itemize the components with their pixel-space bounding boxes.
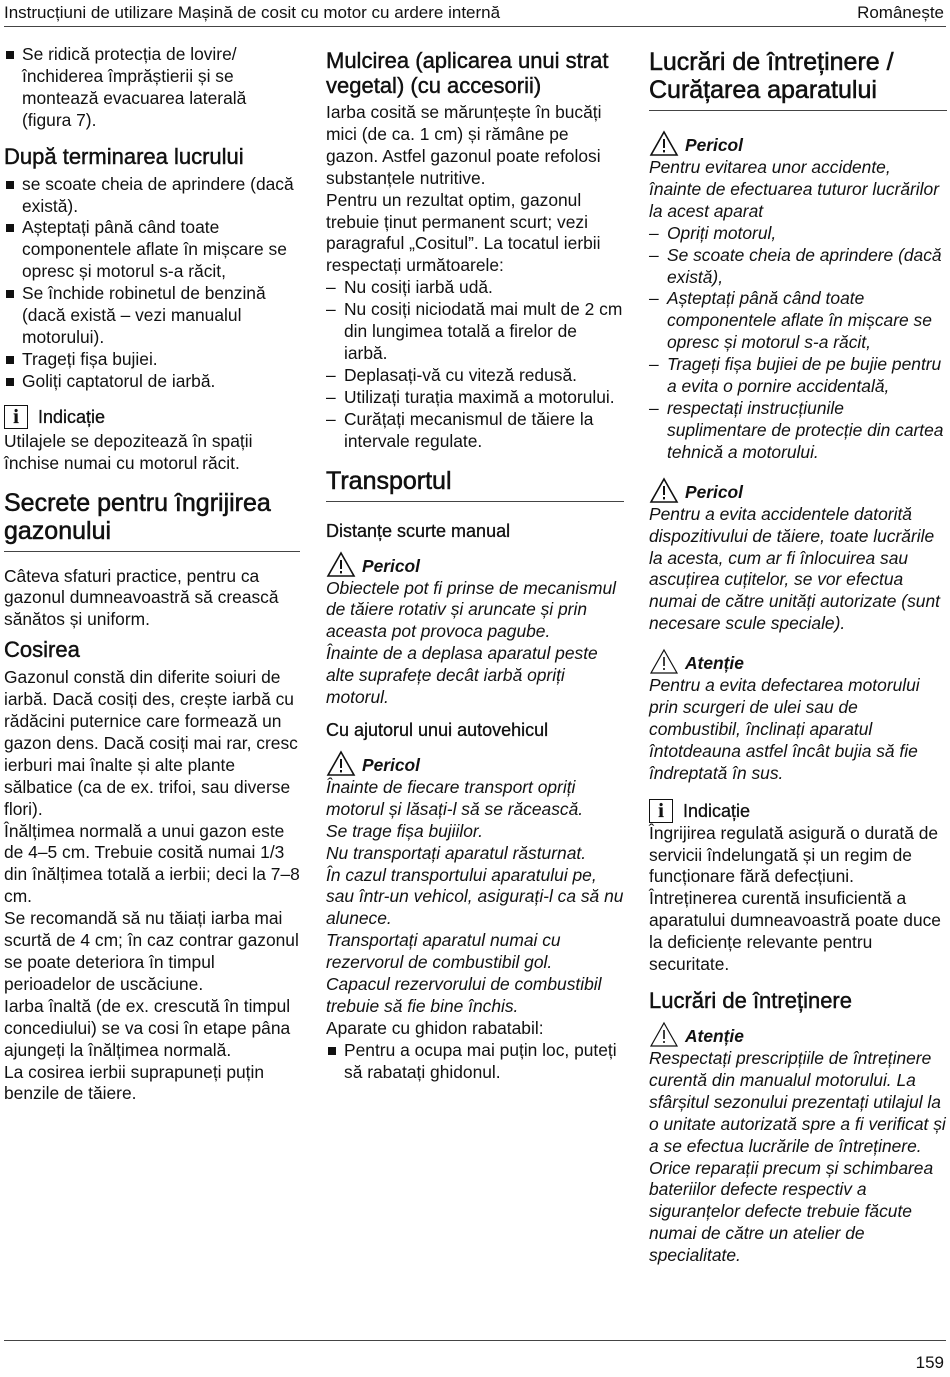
header-language: Românește <box>857 3 944 22</box>
header-title: Instrucțiuni de utilizare Mașină de cosit cu motor cu ardere internă <box>4 3 501 22</box>
danger-heading <box>326 548 624 578</box>
section-title: Secrete pentru îngrijirea gazonului <box>4 489 300 552</box>
paragraph: Înainte de fiecare transport opriți motorul și lăsați-l să se răcească. <box>326 776 584 819</box>
attention-text <box>649 1048 947 1267</box>
warning-icon <box>649 477 679 504</box>
note-heading <box>4 399 300 429</box>
section-title: Lucrări de întreținere / Curățarea aparatului <box>649 48 947 111</box>
attention-text: Pentru a evita defectarea motorului prin scurgeri de ulei sau de combustibil, înclinați aparatul întotdeauna astfel încât bujia să fie îndreptată în sus. <box>649 675 920 783</box>
list-item: – Se scoate cheia de aprindere (dacă există), <box>649 245 947 289</box>
list-item: – respectați instrucțiunile suplimentare de protecție din cartea tehnică a motorului. <box>649 398 947 464</box>
list-item: – Trageți fișa bujiei de pe bujie pentru a evita o pornire accidentală, <box>649 354 947 398</box>
paragraph: Iarba cosită se mărunțește în bucăți mici (de ca. 1 cm) și rămâne pe gazon. Astfel gazonul poate refolosi substanțele nutritive. <box>326 102 602 188</box>
warning-icon <box>649 648 679 675</box>
paragraph: Aparate cu ghidon rabatabil: <box>326 1017 544 1038</box>
info-icon: i <box>649 799 673 823</box>
bullet-list <box>4 174 300 393</box>
list-item: Așteptați până când toate componentele aflate în mișcare se opresc și motorul s-a răcit, <box>4 217 300 283</box>
info-icon: i <box>4 405 28 429</box>
paragraph: Înălțimea normală a unui gazon este de 4–5 cm. Trebuie cosită numai 1/3 din înălțimea totală a ierbii; deci la 7–8 cm. <box>4 820 300 907</box>
list-item: – Deplasați-vă cu viteză redusă. <box>326 365 624 387</box>
warning-icon <box>649 1021 679 1048</box>
section-title: Cosirea <box>4 637 80 663</box>
paragraph: Transportați aparatul numai cu rezervorul de combustibil gol. <box>326 930 561 973</box>
page-footer <box>4 1340 946 1377</box>
danger-heading <box>649 127 947 157</box>
list-item: Pentru a ocupa mai puțin loc, puteți să rabatați ghidonul. <box>326 1040 624 1084</box>
page-number: 159 <box>915 1353 944 1372</box>
warning-icon <box>649 130 679 157</box>
list-item: – Curățați mecanismul de tăiere la intervale regulate. <box>326 409 624 453</box>
danger-label: Pericol <box>362 755 420 776</box>
column-2 <box>326 44 624 1084</box>
paragraph: Se recomandă să nu tăiați iarba mai scurtă de 4 cm; în caz contrar gazonul se poate deteriora în timpul perioadelor de uscăciune. <box>4 908 299 994</box>
attention-label: Atenție <box>685 1026 744 1047</box>
list-item: Se închide robinetul de benzină (dacă există – vezi manualul motorului). <box>4 283 300 349</box>
note-text: Utilajele se depozitează în spații închise numai cu motorul răcit. <box>4 430 253 473</box>
section-title: Lucrări de întreținere <box>649 988 852 1013</box>
danger-text <box>649 157 947 464</box>
paragraph: Înainte de a deplasa aparatul peste alte suprafețe decât iarbă opriți motorul. <box>326 643 598 708</box>
paragraph: Capacul rezervorului de combustibil trebuie să fie bine închis. <box>326 974 602 1016</box>
paragraph: Iarba înaltă (de ex. crescută în timpul concediului) se va cosi în etape pâna ajungeți la înălțimea normală. <box>4 995 291 1060</box>
column-1 <box>4 44 300 1105</box>
section-title: După terminarea lucrului <box>4 143 244 169</box>
paragraph: Respectați prescripțiile de întreținere curentă din manualul motorului. La sfârșitul sezonului prezentați utilajul la o unitate autorizată spre a fi verificat și a se efectua lucrările de întreținere. <box>649 1048 946 1156</box>
list-item: Trageți fișa bujiei. <box>4 349 300 371</box>
paragraph: Nu transportați aparatul răsturnat. <box>326 842 587 863</box>
bullet-list <box>326 1040 624 1084</box>
section-title: Transportul <box>326 467 624 502</box>
danger-label: Pericol <box>362 555 420 576</box>
attention-heading <box>649 645 947 675</box>
warning-icon <box>326 750 356 777</box>
paragraph: Gazonul constă din diferite soiuri de iarbă. Dacă cosiți des, crește iarbă cu rădăcini puternice care formează un gazon dens. Dacă cosiți mai rar, cresc ierburi mai înalte și alte plante sălbatice (ca de ex. trifoi, sau diverse flori). <box>4 667 298 819</box>
danger-heading <box>326 747 624 777</box>
danger-text: Pentru a evita accidentele datorită dispozitivului de tăiere, toate lucrările la acesta, cum ar fi înlocuirea sau ascuțirea cuțitelor, se vor efectua numai de către unități autorizate (sunt necesare scule speciale). <box>649 503 940 634</box>
subsection-title: Distanțe scurte manual <box>326 520 511 541</box>
list-item: – Așteptați până când toate componentele aflate în mișcare se opresc și motorul s-a răcit, <box>649 288 947 354</box>
list-item: – Opriți motorul, <box>649 223 947 245</box>
list-item: se scoate cheia de aprindere (dacă există). <box>4 174 300 218</box>
paragraph: Întreținerea curentă insuficientă a aparatului dumneavoastră poate duce la deficiențe relevante pentru securitate. <box>649 888 941 975</box>
note-heading <box>649 793 947 823</box>
danger-label: Pericol <box>685 135 743 156</box>
note-label: Indicație <box>38 406 106 427</box>
column-3 <box>649 44 947 1267</box>
list-item: – Nu cosiți niciodată mai mult de 2 cm din lungimea totală a firelor de iarbă. <box>326 299 624 365</box>
paragraph: Se trage fișa bujiilor. <box>326 820 483 841</box>
attention-label: Atenție <box>685 653 744 674</box>
list-item: – Utilizați turația maximă a motorului. <box>326 387 624 409</box>
danger-text <box>326 578 624 709</box>
subsection-title: Cu ajutorul unui autovehicul <box>326 719 549 740</box>
bullet-list <box>4 44 300 132</box>
paragraph: Câteva sfaturi practice, pentru ca gazonul dumneavoastră să crească sănătos și uniform. <box>4 565 279 630</box>
list-item: Se ridică protecția de lovire/ închiderea împrăștierii și se montează evacuarea laterală (figura 7). <box>4 44 300 132</box>
list-item: – Nu cosiți iarbă udă. <box>326 277 624 299</box>
dash-list <box>326 277 624 452</box>
page-header <box>4 0 946 27</box>
paragraph: În cazul transportului aparatului pe, sau într-un vehicol, asigurați-l ca să nu alunece. <box>326 864 624 929</box>
danger-heading <box>649 474 947 504</box>
paragraph: Pentru un rezultat optim, gazonul trebuie ținut permanent scurt; vezi paragraful „Cositul”. La tocatul ierbii respectați următoarele: <box>326 189 601 276</box>
attention-heading <box>649 1018 947 1048</box>
paragraph: Orice reparații precum și schimbarea bateriilor defecte respectiv a siguranțelor defecte trebuie făcute numai de către un atelier de specialitate. <box>649 1157 934 1266</box>
paragraph: Pentru evitarea unor accidente, înainte de efectuarea tuturor lucrărilor la acest aparat <box>649 157 940 221</box>
paragraph: Obiectele pot fi prinse de mecanismul de tăiere rotativ și aruncate și prin aceasta pot provoca pagube. <box>326 577 616 642</box>
danger-text <box>326 777 624 1018</box>
note-label: Indicație <box>683 800 751 821</box>
list-item: Goliți captatorul de iarbă. <box>4 371 300 393</box>
dash-list <box>649 223 947 464</box>
section-title: Mulcirea (aplicarea unui strat vegetal) (cu accesorii) <box>326 48 609 98</box>
paragraph: Îngrijirea regulată asigură o durată de servicii îndelungată și un regim de funcționare fără defecțiuni. <box>649 822 939 887</box>
warning-icon <box>326 551 356 578</box>
paragraph: La cosirea ierbii suprapuneți puțin benzile de tăiere. <box>4 1061 265 1104</box>
danger-label: Pericol <box>685 481 743 502</box>
